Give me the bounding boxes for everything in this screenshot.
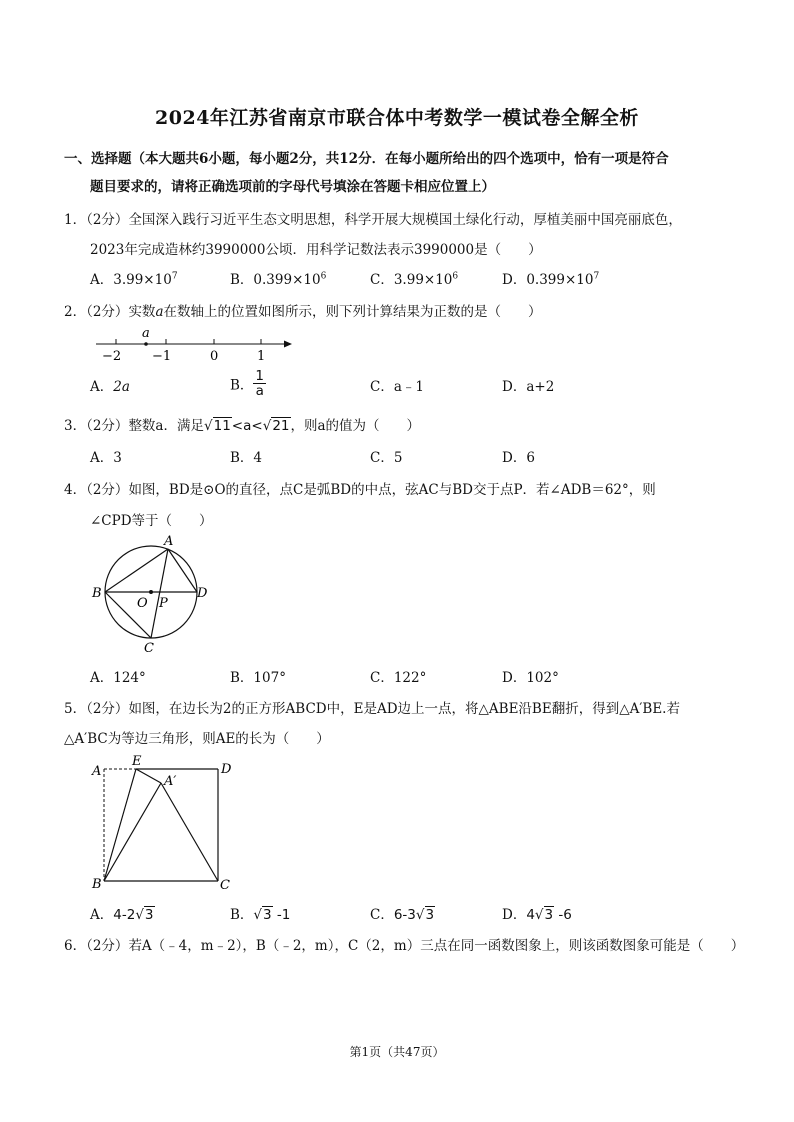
q5-option-c: C．6-3√3 xyxy=(370,907,435,923)
q1-option-b: B．$0.399\times 10^6$ xyxy=(230,271,327,288)
number-line-figure xyxy=(88,322,303,364)
q1-option-a: A．$3.99\times 10^7$ xyxy=(90,271,178,288)
tick-label: 0 xyxy=(210,349,219,364)
question-6-line1: 6．（2分）若A（﹣4，m﹣2），B（﹣2，m），C（2，m）三点在同一函数图象上，则该函数图象可能是（ ） xyxy=(64,938,745,954)
page-footer: 第1页（共47页） xyxy=(349,1045,445,1059)
q3-option-a: A．3 xyxy=(90,450,122,466)
q2-option-a: A．2a xyxy=(90,379,130,395)
section-header-line2: 题目要求的，请将正确选项前的字母代号填涂在答题卡相应位置上） xyxy=(90,179,495,195)
point-label-e: E xyxy=(132,754,142,769)
q2-option-d: D．a+2 xyxy=(502,379,555,395)
question-5-line2: △A′BC为等边三角形，则AE的长为（ ） xyxy=(64,731,330,747)
point-label-a-prime: A′ xyxy=(164,774,177,789)
q4-option-a: A．124° xyxy=(90,670,146,686)
q2-option-b: B． $\frac{1}{a}$ xyxy=(230,368,265,399)
question-5-line1: 5．（2分）如图，在边长为2的正方形ABCD中，E是AD边上一点，将△ABE沿BE翻折，得到△A′BE.若 xyxy=(64,701,680,717)
center-point xyxy=(149,590,153,594)
point-label-b: B xyxy=(92,586,102,601)
point-label-d: D xyxy=(197,586,208,601)
q4-option-b: B．107° xyxy=(230,670,286,686)
question-text: 全国深入践行习近平生态文明思想，科学开展大规模国土绿化行动，厚植美丽中国亮丽底色， xyxy=(128,212,682,228)
point-label-p: P xyxy=(159,596,168,611)
tick-label: 1 xyxy=(257,349,266,364)
q1-option-d: D．$0.399\times 10^7$ xyxy=(502,271,600,288)
q1-option-c: C．$3.99\times 10^6$ xyxy=(370,271,459,288)
section-header-line1: 一、选择题（本大题共6小题，每小题2分，共12分．在每小题所给出的四个选项中，恰有一项是符合 xyxy=(64,151,669,167)
q5-option-b: B．√3 -1 xyxy=(230,907,291,923)
circle-figure xyxy=(88,530,218,658)
question-score: （2分） xyxy=(86,212,129,228)
square-figure xyxy=(88,754,238,894)
point-label-a: A xyxy=(92,764,102,779)
q4-option-d: D．102° xyxy=(502,670,559,686)
page-title: 2024年江苏省南京市联合体中考数学一模试卷全解全析 xyxy=(155,107,639,129)
point-label-c: C xyxy=(144,641,154,656)
question-number: 1． xyxy=(64,212,87,228)
q3-option-c: C．5 xyxy=(370,450,403,466)
question-2-line1: 2．（2分）实数a在数轴上的位置如图所示，则下列计算结果为正数的是（ ） xyxy=(64,304,542,320)
point-label-a: A xyxy=(164,534,174,549)
number-line-point-label: a xyxy=(142,326,150,341)
point-label-c: C xyxy=(220,878,230,893)
q5-option-a: A．4-2√3 xyxy=(90,907,154,923)
question-4-line2: ∠CPD等于（ ） xyxy=(90,513,213,529)
q4-option-c: C．122° xyxy=(370,670,427,686)
q3-option-d: D．6 xyxy=(502,450,535,466)
point-label-d: D xyxy=(221,762,232,777)
question-3-line1: 3．（2分）整数a．满足√11<a<√21，则a的值为（ ） xyxy=(64,418,421,434)
tick-label: −1 xyxy=(152,349,172,364)
q5-option-d: D．4√3 -6 xyxy=(502,907,572,923)
q3-option-b: B．4 xyxy=(230,450,263,466)
point-label-o: O xyxy=(137,596,148,611)
question-1-line2: 2023年完成造林约3990000公顷．用科学记数法表示3990000是（ ） xyxy=(90,242,542,258)
number-line-point-a xyxy=(144,342,148,346)
question-4-line1: 4．（2分）如图，BD是⊙O的直径，点C是弧BD的中点，弦AC与BD交于点P．若∠ADB＝62°，则 xyxy=(64,482,656,498)
tick-label: −2 xyxy=(102,349,122,364)
question-1-line1 xyxy=(64,208,682,228)
q2-option-c: C．a﹣1 xyxy=(370,379,424,395)
point-label-b: B xyxy=(92,877,102,892)
